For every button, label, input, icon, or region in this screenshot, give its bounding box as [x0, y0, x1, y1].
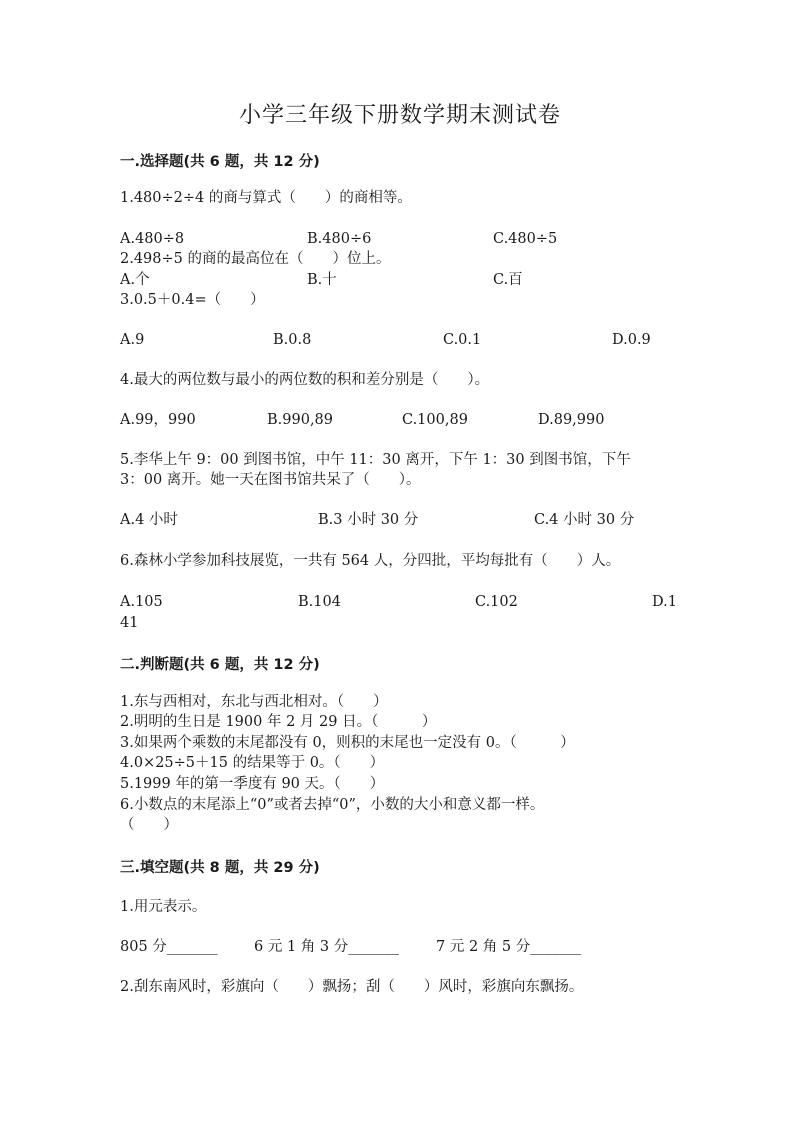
- option-c: C.4 小时 30 分: [534, 512, 635, 528]
- judgement-item-answer: （ ）: [120, 817, 178, 833]
- question-stem: 2.498÷5 的商的最高位在（ ）位上。: [120, 251, 391, 267]
- section-heading-judgement: 二.判断题(共 6 题，共 12 分): [120, 657, 320, 673]
- judgement-item: 6.小数点的末尾添上“0”或者去掉“0”，小数的大小和意义都一样。: [120, 797, 545, 813]
- option-c: C.102: [475, 594, 518, 610]
- option-a: A.105: [120, 594, 163, 610]
- option-c: C.0.1: [443, 332, 482, 348]
- fill-in-part: 6 元 1 角 3 分_______: [254, 939, 399, 955]
- judgement-item: 2.明明的生日是 1900 年 2 月 29 日。（ ）: [120, 714, 437, 730]
- option-a: A.480÷8: [120, 231, 185, 247]
- page-title: 小学三年级下册数学期末测试卷: [238, 103, 561, 128]
- option-b: B.104: [298, 594, 341, 610]
- question-stem: 5.李华上午 9：00 到图书馆，中午 11：30 离开，下午 1：30 到图书馆，下午: [120, 452, 631, 468]
- option-b: B.0.8: [273, 332, 312, 348]
- option-d: D.89,990: [538, 412, 605, 428]
- question-stem: 4.最大的两位数与最小的两位数的积和差分别是（ ）。: [120, 372, 490, 388]
- fill-in-part: 805 分_______: [120, 939, 218, 955]
- option-b: B.3 小时 30 分: [318, 512, 419, 528]
- option-d: D.0.9: [612, 332, 651, 348]
- option-a: A.9: [120, 332, 145, 348]
- option-b: B.990,89: [267, 412, 334, 428]
- option-a: A.4 小时: [120, 512, 178, 528]
- section-heading-fill-in: 三.填空题(共 8 题，共 29 分): [120, 860, 320, 876]
- question-stem: 1.480÷2÷4 的商与算式（ ）的商相等。: [120, 190, 412, 206]
- option-c: C.百: [493, 272, 523, 288]
- option-c: C.100,89: [402, 412, 468, 428]
- question-stem: 1.用元表示。: [120, 899, 207, 915]
- judgement-item: 5.1999 年的第一季度有 90 天。（ ）: [120, 776, 385, 792]
- option-a: A.99，990: [120, 412, 196, 428]
- option-d: D.1: [652, 594, 677, 610]
- judgement-item: 3.如果两个乘数的末尾都没有 0，则积的末尾也一定没有 0。（ ）: [120, 735, 575, 751]
- question-stem: 2.刮东南风时，彩旗向（ ）飘扬；刮（ ）风时，彩旗向东飘扬。: [120, 979, 584, 995]
- judgement-item: 4.0×25÷5＋15 的结果等于 0。（ ）: [120, 755, 385, 771]
- fill-in-part: 7 元 2 角 5 分_______: [436, 939, 581, 955]
- option-d-overflow: 41: [120, 615, 139, 631]
- question-stem: 6.森林小学参加科技展览，一共有 564 人，分四批，平均每批有（ ）人。: [120, 553, 621, 569]
- section-heading-choice: 一.选择题(共 6 题，共 12 分): [120, 154, 320, 170]
- question-stem: 3.0.5＋0.4=（ ）: [120, 292, 265, 308]
- judgement-item: 1.东与西相对，东北与西北相对。（ ）: [120, 694, 388, 710]
- question-stem-continued: 3：00 离开。她一天在图书馆共呆了（ ）。: [120, 472, 421, 488]
- option-b: B.480÷6: [307, 231, 372, 247]
- option-c: C.480÷5: [493, 231, 558, 247]
- option-a: A.个: [120, 272, 150, 288]
- option-b: B.十: [307, 272, 337, 288]
